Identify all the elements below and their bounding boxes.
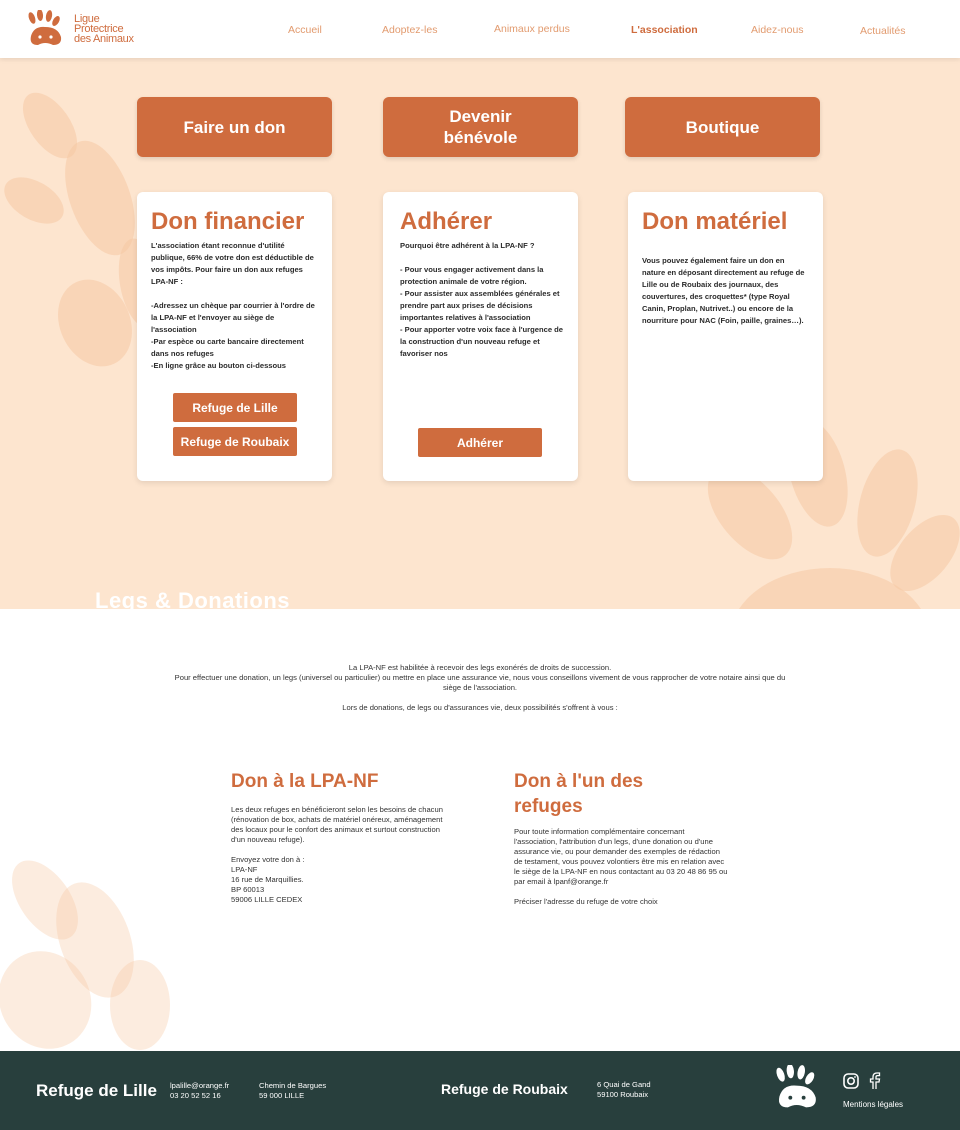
legs-intro-3: Lors de donations, de legs ou d'assurances vie, deux possibilités s'offrent à vous : xyxy=(342,703,618,712)
legs-intro-2: Pour effectuer une donation, un legs (universel ou particulier) ou mettre en place une assurance vie, nous vous conseillons vivement de vous rapprocher de votre notaire ainsi que du siège de l'association. xyxy=(174,673,786,692)
legs-title: Legs & Donations xyxy=(95,588,291,613)
paw-logo-icon xyxy=(26,10,70,48)
card-title: Adhérer xyxy=(400,208,493,235)
refuge-lille-button[interactable]: Refuge de Lille xyxy=(173,393,297,422)
footer-roubaix-title: Refuge de Roubaix xyxy=(441,1081,568,1097)
don-refuge-title: Don à l'un des refuges xyxy=(514,771,644,817)
card-title: Don financier xyxy=(151,208,305,235)
nav-actualites[interactable]: Actualités xyxy=(860,25,906,37)
site-logo[interactable] xyxy=(26,10,134,48)
don-refuge-text: Pour toute information complémentaire concernant l'association, l'attribution d'un legs, d'une donation ou d'une assurance vie, ou pour demander des exemples de rédaction de testament, vous pouvez volontiers être mis en relation avec le siège de la LPA-NF en nous contactant au 03 20 48 86 95 ou par email à lpanf@orange.fr Préciser l'adresse du refuge de votre choix xyxy=(514,827,728,906)
nav-adoptez-les[interactable]: Adoptez-les xyxy=(382,24,438,36)
don-lpa-text: Les deux refuges en bénéficieront selon les besoins de chacun (rénovation de box, achats de matériel onéreux, aménagement des locaux pour le confort des animaux et surtout construction d'un nouveau refuge). Envoyez votre don à : LPA-NF 16 rue de Marquillies. BP 60013 59006 LILLE CEDEX xyxy=(231,805,443,904)
instagram-icon[interactable] xyxy=(843,1073,859,1089)
footer-lille-contact: lpalille@orange.fr 03 20 52 52 16 xyxy=(170,1081,230,1100)
nav-association[interactable]: L'association xyxy=(631,24,698,36)
card-adherer xyxy=(383,192,578,481)
don-lpa-title: Don à la LPA-NF xyxy=(231,771,379,792)
nav-aidez-nous[interactable]: Aidez-nous xyxy=(751,24,804,36)
footer-roubaix-address: 6 Quai de Gand 59100 Roubaix xyxy=(597,1080,651,1099)
footer-lille-address: Chemin de Bargues 59 000 LILLE xyxy=(259,1081,327,1100)
site-header xyxy=(0,0,960,58)
card-title: Don matériel xyxy=(642,208,788,235)
paw-footer-icon xyxy=(773,1065,827,1111)
facebook-icon[interactable] xyxy=(867,1072,881,1090)
nav-accueil[interactable]: Accueil xyxy=(288,24,322,36)
footer-lille-title: Refuge de Lille xyxy=(36,1081,157,1100)
logo-text: Ligue Protectrice des Animaux xyxy=(74,13,134,45)
mentions-legales-link[interactable]: Mentions légales xyxy=(843,1100,904,1109)
legs-intro-1: La LPA-NF est habilitée à recevoir des legs exonérés de droits de succession. xyxy=(348,663,612,672)
paw-decoration xyxy=(0,168,72,233)
adherer-button[interactable]: Adhérer xyxy=(418,428,542,457)
card-don-financier xyxy=(137,192,332,481)
nav-animaux-perdus[interactable]: Animaux perdus xyxy=(494,23,570,35)
paw-decoration xyxy=(110,960,170,1050)
card-don-materiel xyxy=(628,192,823,481)
site-footer xyxy=(0,1051,960,1130)
donate-button[interactable]: Faire un don xyxy=(137,97,332,157)
volunteer-button[interactable]: Devenir bénévole xyxy=(383,97,578,157)
card-text: Pourquoi être adhérent à la LPA-NF ? - Pour vous engager activement dans la protection animale de votre région. - Pour assister aux assemblées générales et prendre part aux prises de décisions importantes relatives à l'association - Pour apporter votre voix face à l'urgence de la construction d'un nouveau refuge et favoriser nos xyxy=(400,241,564,358)
card-text: L'association étant reconnue d'utilité publique, 66% de votre don est déductible de vos impôts. Pour faire un don aux refuges LPA-NF : -Adressez un chèque par courrier à l'ordre de la LPA-NF et l'envoyer au siège de l'association -Par espèce ou carte bancaire directement dans nos refuges -En ligne grâce au bouton ci-dessous xyxy=(151,241,315,370)
refuge-roubaix-button[interactable]: Refuge de Roubaix xyxy=(173,427,297,456)
card-text: Vous pouvez également faire un don en nature en déposant directement au refuge de Lille ou de Roubaix des journaux, des couvertures, des croquettes* (type Royal Canin, Proplan, Nutrivet..) ou encore de la nourriture pour NAC (Foin, paille, graines…). xyxy=(642,256,805,325)
shop-button[interactable]: Boutique xyxy=(625,97,820,157)
